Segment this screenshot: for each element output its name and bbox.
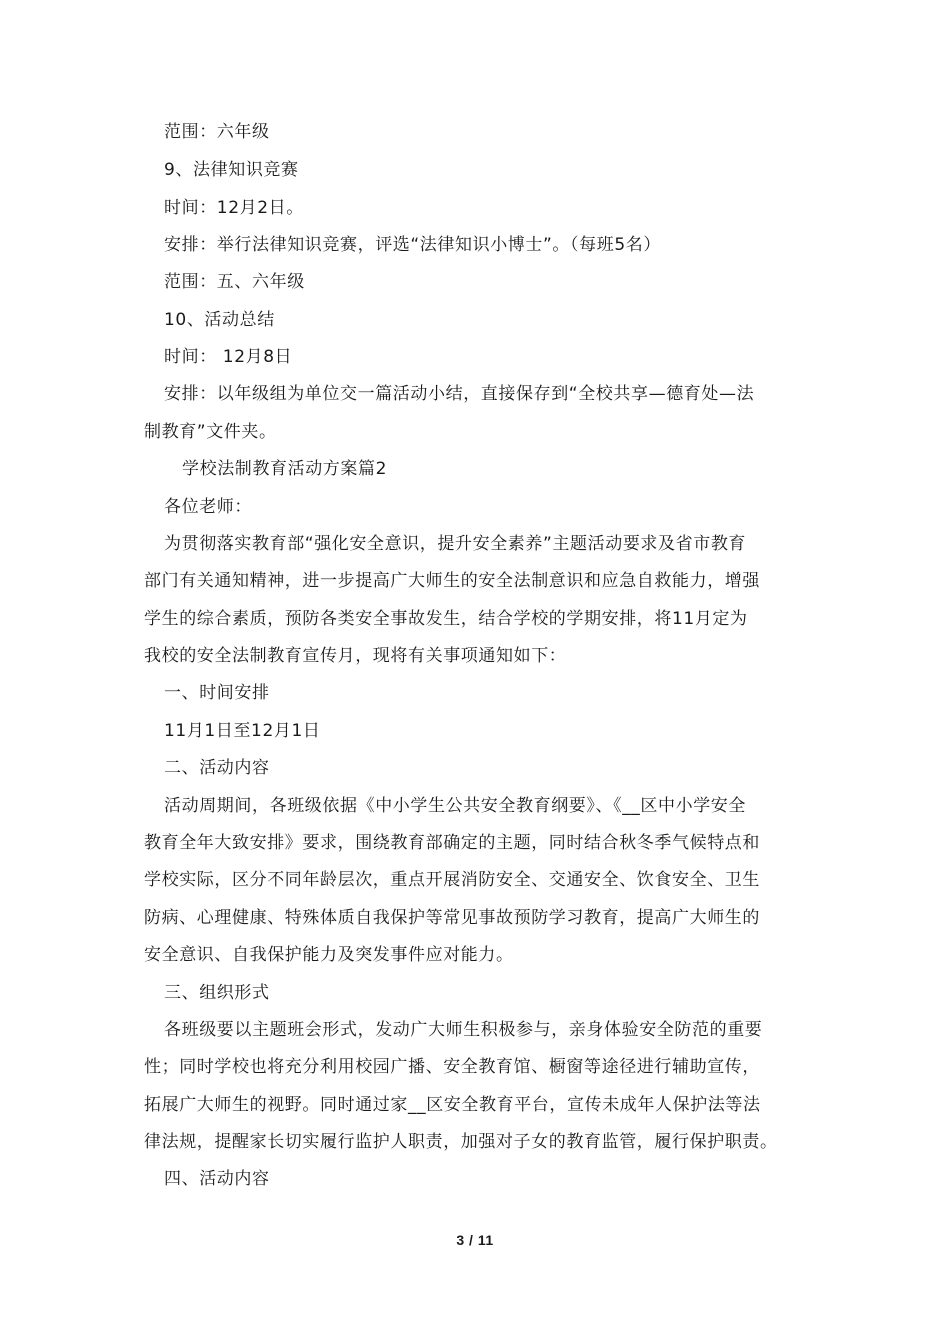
text-line: 安排：举行法律知识竞赛，评选“法律知识小博士”。（每班5名） [164, 235, 661, 255]
text-line: 时间： 12月8日 [164, 347, 293, 367]
text-line: 学生的综合素质，预防各类安全事故发生，结合学校的学期安排，将11月定为 [144, 609, 748, 629]
text-line: 时间：12月2日。 [164, 198, 304, 218]
text-line: 范围：五、六年级 [164, 272, 305, 292]
text-line: 为贯彻落实教育部“强化安全意识，提升安全素养”主题活动要求及省市教育 [164, 534, 747, 554]
section-heading: 四、活动内容 [164, 1169, 270, 1189]
text-line: 拓展广大师生的视野。同时通过家__区安全教育平台，宣传未成年人保护法等法 [144, 1095, 761, 1115]
text-line: 制教育”文件夹。 [144, 422, 277, 442]
text-line: 各班级要以主题班会形式，发动广大师生积极参与，亲身体验安全防范的重要 [164, 1020, 763, 1040]
text-line: 安排：以年级组为单位交一篇活动小结，直接保存到“全校共享—德育处—法 [164, 384, 755, 404]
text-line: 11月1日至12月1日 [164, 721, 321, 741]
text-line: 范围：六年级 [164, 122, 270, 142]
document-title: 学校法制教育活动方案篇2 [182, 459, 388, 479]
text-line: 教育全年大致安排》要求，围绕教育部确定的主题，同时结合秋冬季气候特点和 [144, 833, 760, 853]
text-line: 防病、心理健康、特殊体质自我保护等常见事故预防学习教育，提高广大师生的 [144, 908, 760, 928]
section-heading: 10、活动总结 [164, 310, 275, 330]
text-line: 活动周期间，各班级依据《中小学生公共安全教育纲要》、《__区中小学安全 [164, 796, 746, 816]
salutation: 各位老师： [164, 497, 252, 517]
text-line: 性；同时学校也将充分利用校园广播、安全教育馆、橱窗等途径进行辅助宣传， [144, 1057, 760, 1077]
text-line: 部门有关通知精神，进一步提高广大师生的安全法制意识和应急自救能力，增强 [144, 571, 760, 591]
page-number: 3 / 11 [456, 1232, 494, 1248]
section-heading: 一、时间安排 [164, 683, 270, 703]
section-heading: 9、法律知识竞赛 [164, 160, 299, 180]
text-line: 安全意识、自我保护能力及突发事件应对能力。 [144, 945, 514, 965]
section-heading: 二、活动内容 [164, 758, 270, 778]
text-line: 学校实际，区分不同年龄层次，重点开展消防安全、交通安全、饮食安全、卫生 [144, 870, 760, 890]
text-line: 律法规，提醒家长切实履行监护人职责，加强对子女的教育监管，履行保护职责。 [144, 1132, 778, 1152]
section-heading: 三、组织形式 [164, 983, 270, 1003]
text-line: 我校的安全法制教育宣传月，现将有关事项通知如下： [144, 646, 567, 666]
